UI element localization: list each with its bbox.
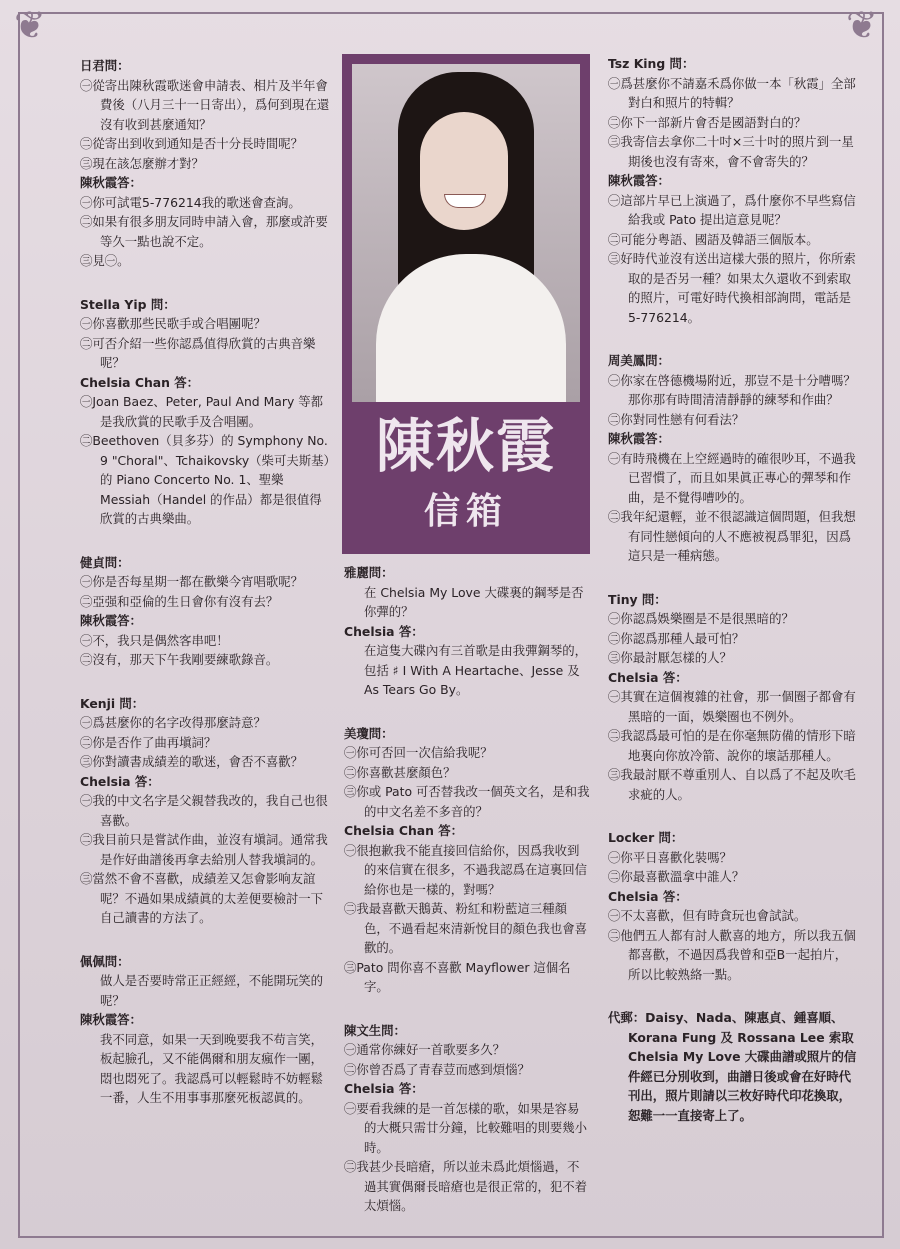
answer-item: ㊀要看我練的是一首怎樣的歌，如果是容易的大概只需廿分鐘，比較難唱的則要幾小時。	[344, 1100, 588, 1155]
responder-name: Chelsia 答：	[344, 1081, 424, 1096]
responder-name: 陳秋霞答：	[608, 431, 670, 446]
column-middle	[344, 563, 590, 1222]
question-item: ㊁你曾否爲了青春荳而感到煩惱？	[344, 1061, 530, 1077]
question-item: ㊀爲甚麼你的名字改得那麼詩意？	[80, 715, 266, 730]
letter-block	[608, 828, 858, 984]
notice-text: Daisy、Nada、陳惠貞、鍾喜順、Korana Fung 及 Rossana Lee 索取 Chelsia My Love 大碟曲譜或照片的信件經已分別收到，曲譜日後或會在好時代刊出，照片則請以三枚好時代印花換取，恕難一一直接寄上了。	[628, 1010, 857, 1123]
question-item: ㊁你是否作了曲再塡詞？	[80, 734, 217, 750]
answer-item: ㊀很抱歉我不能直接回信給你，因爲我收到的來信實在很多，不過我認爲在這裏回信給你也是一樣的，對嗎？	[344, 842, 588, 897]
answer-item: ㊀不太喜歡，但有時貪玩也會試試。	[608, 908, 807, 923]
letter-block	[344, 1021, 590, 1216]
answer-item: ㊂好時代並沒有送出這樣大張的照片，你所索取的是否另一種？如果太久還收不到索取的照片，可電好時代換相部詢問，電話是5-776214。	[608, 251, 856, 325]
notice-label: 代郵：	[608, 1010, 646, 1025]
question-item: ㊂現在該怎麼辦才對？	[80, 155, 204, 171]
feature-title: 陳秋霞	[375, 412, 556, 480]
corner-flourish-top-left: ❦	[14, 3, 46, 47]
asker-name: 佩佩問：	[80, 953, 130, 969]
answer-item: ㊁Beethoven（貝多芬）的 Symphony No. 9 "Choral"、Tchaikovsky（柴可夫斯基）的 Piano Concerto No. 1、聖樂 Messiah（Handel 的作品）都是很值得欣賞的古典樂曲。	[80, 433, 330, 526]
portrait-photo	[352, 64, 580, 402]
section-gap	[80, 277, 330, 295]
letter-block	[80, 56, 330, 271]
responder-name: 陳秋霞答：	[80, 1012, 142, 1027]
asker-name: Kenji 問：	[80, 695, 145, 711]
question-item: ㊁你喜歡甚麼顏色？	[344, 764, 456, 780]
corner-flourish-top-right: ❦	[846, 3, 878, 47]
answer-item: 我不同意，如果一天到晚要我不苟言笑，板起臉孔，又不能偶爾和朋友瘋作一團，悶也悶死了。我認爲可以輕鬆時不妨輕鬆一番，人生不用事事那麼死板認眞的。	[100, 1031, 324, 1105]
letter-block	[608, 590, 858, 805]
question-item: ㊀你可否回一次信給我呢？	[344, 745, 493, 760]
responder-name: Chelsia 答：	[344, 623, 424, 639]
answer-item: ㊂見㊀。	[80, 253, 130, 268]
letter-block	[608, 54, 858, 327]
responder-name: 陳秋霞答：	[80, 175, 142, 190]
answer-item: ㊁他們五人都有討人歡喜的地方，所以我五個都喜歡，不過因爲我曾和亞B一起拍片，所以比較熟絡一點。	[608, 927, 856, 982]
answer-item: ㊁如果有很多朋友同時申請入會，那麼或許要等久一點也說不定。	[80, 214, 328, 249]
section-gap	[80, 535, 330, 553]
column-left	[80, 56, 330, 1114]
letter-block	[80, 295, 330, 529]
question-item: 在 Chelsia My Love 大碟裏的鋼琴是否你彈的？	[364, 584, 584, 619]
letter-block	[80, 952, 330, 1108]
answer-item: ㊂我最討厭不尊重別人、自以爲了不起及吹毛求疵的人。	[608, 767, 856, 802]
responder-name: 陳秋霞答：	[80, 613, 142, 628]
responder-name: Chelsia Chan 答：	[80, 374, 200, 390]
question-item: ㊁可否介紹一些你認爲值得欣賞的古典音樂呢？	[80, 335, 316, 370]
asker-name: 陳文生問：	[344, 1022, 406, 1038]
responder-name: Chelsia 答：	[80, 773, 160, 789]
question-item: ㊀爲甚麼你不請嘉禾爲你做一本「秋霞」全部對白和照片的特輯？	[608, 75, 856, 110]
letter-block	[80, 694, 330, 928]
letter-block	[80, 553, 330, 670]
answer-item: 在這隻大碟內有三首歌是由我彈鋼琴的，包括 ♯ I With A Heartache、Jesse 及 As Tears Go By。	[364, 643, 588, 697]
responder-name: Chelsia 答：	[608, 669, 688, 685]
feature-subtitle: 信箱	[423, 491, 508, 532]
letter-block	[344, 724, 590, 997]
section-gap	[608, 572, 858, 590]
question-item: ㊁從寄出到收到通知是否十分長時間呢？	[80, 136, 304, 151]
asker-name: Tiny 問：	[608, 591, 667, 607]
answer-item: ㊀有時飛機在上空經過時的確很吵耳，不過我已習慣了，而且如果眞正專心的彈琴和作曲，是不覺得嘈吵的。	[608, 450, 856, 505]
question-item: ㊁亞强和亞倫的生日會你有沒有去？	[80, 593, 279, 609]
question-item: ㊂我寄信去拿你二十吋×三十吋的照片到一星期後也沒有寄來，會不會寄失的？	[608, 134, 854, 169]
column-right	[608, 54, 858, 1131]
letter-block	[608, 351, 858, 566]
asker-name: 美瓊問：	[344, 725, 394, 741]
letter-block	[344, 563, 590, 700]
answer-item: ㊀其實在這個複雜的社會，那一個圈子都會有黑暗的一面，娛樂圈也不例外。	[608, 689, 856, 724]
section-gap	[80, 676, 330, 694]
responder-name: Chelsia 答：	[608, 888, 688, 904]
section-gap	[344, 1003, 590, 1021]
answer-item: ㊂Pato 問你喜不喜歡 Mayflower 這個名字。	[344, 959, 571, 994]
asker-name: 健貞問：	[80, 554, 130, 570]
notice-block	[608, 1008, 858, 1125]
question-item: ㊂你對讀書成績差的歌迷，會否不喜歡？	[80, 754, 304, 769]
question-item: ㊀從寄出陳秋霞歌迷會申請表、相片及半年會費後（八月三十一日寄出），爲何到現在還沒有收到甚麼通知？	[80, 77, 330, 132]
answer-item: ㊀你可試電5-776214我的歌迷會查詢。	[80, 194, 301, 210]
section-gap	[80, 934, 330, 952]
asker-name: Stella Yip 問：	[80, 296, 176, 312]
answer-item: ㊀我的中文名字是父親替我改的，我自己也很喜歡。	[80, 793, 328, 828]
asker-name: 雅麗問：	[344, 565, 394, 580]
question-item: ㊂你或 Pato 可否替我改一個英文名，是和我的中文名差不多音的？	[344, 784, 590, 819]
section-gap	[608, 810, 858, 828]
answer-item: ㊁我認爲最可怕的是在你毫無防備的情形下暗地裏向你放冷箭、說你的壞話那種人。	[608, 728, 856, 763]
question-item: ㊀你平日喜歡化裝嗎？	[608, 849, 732, 865]
answer-item: ㊁沒有，那天下午我剛要練歌錄音。	[80, 652, 279, 667]
question-item: ㊀通常你練好一首歌要多久？	[344, 1042, 506, 1057]
answer-item: ㊂當然不會不喜歡，成績差又怎會影响友誼呢？不過如果成績眞的太差便要檢討一下自己讀書的方法了。	[80, 871, 324, 925]
section-gap	[344, 706, 590, 724]
asker-name: 日君問：	[80, 58, 130, 73]
answer-item: ㊁可能分粤語、國語及韓語三個版本。	[608, 231, 819, 247]
answer-item: ㊀不，我只是偶然客串吧！	[80, 632, 229, 648]
answer-item: ㊁我年紀還輕，並不很認識這個問題，但我想有同性戀傾向的人不應被視爲罪犯，因爲這只是一種病態。	[608, 509, 856, 563]
question-item: 做人是否要時常正正經經，不能開玩笑的呢？	[100, 973, 324, 1008]
asker-name: 周美鳳問：	[608, 353, 670, 368]
question-item: ㊂你最討厭怎樣的人？	[608, 650, 732, 665]
question-item: ㊁你下一部新片會否是國語對白的？	[608, 114, 807, 130]
question-item: ㊀你是否每星期一都在歡樂今宵唱歌呢？	[80, 574, 304, 589]
question-item: ㊀你家在啓德機場附近，那豈不是十分嘈嗎？那你那有時間清清靜靜的練琴和作曲？	[608, 372, 856, 407]
answer-item: ㊀這部片早已上演過了，爲什麼你不早些寫信給我或 Pato 提出這意見呢？	[608, 192, 856, 227]
question-item: ㊁你認爲那種人最可怕？	[608, 630, 745, 646]
question-item: ㊁你最喜歡溫拿中誰人？	[608, 869, 745, 884]
answer-item: ㊁我甚少長暗瘡，所以並未爲此煩惱過，不過其實偶爾長暗瘡也是很正常的，犯不着太煩惱。	[344, 1159, 588, 1213]
question-item: ㊀你認爲娛樂圈是不是很黑暗的？	[608, 611, 794, 626]
responder-name: 陳秋霞答：	[608, 173, 670, 188]
question-item: ㊁你對同性戀有何看法？	[608, 411, 745, 427]
answer-item: ㊁我最喜歡天鵝黃、粉紅和粉藍這三種顏色，不過看起來清新悅目的顏色我也會喜歡的。	[344, 901, 588, 955]
answer-item: ㊁我目前只是嘗試作曲，並沒有塡詞。通常我是作好曲譜後再拿去給別人替我塡詞的。	[80, 832, 328, 867]
question-item: ㊀你喜歡那些民歌手或合唱團呢？	[80, 316, 266, 331]
asker-name: Locker 問：	[608, 830, 684, 845]
asker-name: Tsz King 問：	[608, 56, 695, 71]
responder-name: Chelsia Chan 答：	[344, 823, 464, 838]
answer-item: ㊀Joan Baez、Peter, Paul And Mary 等都是我欣賞的民歌手及合唱團。	[80, 394, 324, 429]
section-gap	[608, 333, 858, 351]
feature-photo-panel	[342, 54, 590, 554]
